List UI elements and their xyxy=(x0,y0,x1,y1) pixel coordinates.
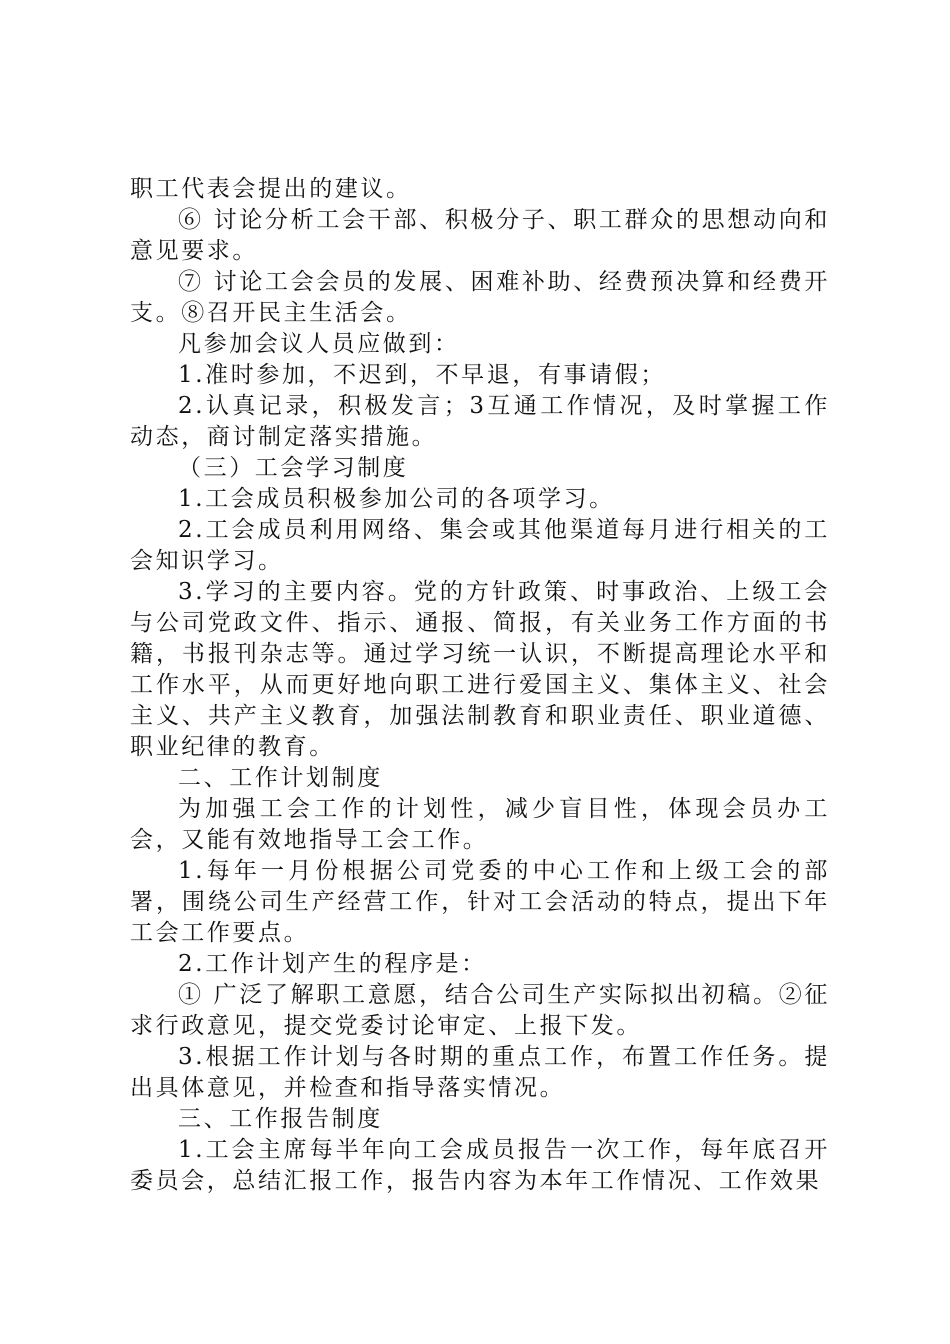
paragraph: 职工代表会提出的建议。 xyxy=(130,176,412,202)
paragraph: ⑥ 讨论分析工会干部、积极分子、职工群众的思想动向和意见要求。 xyxy=(130,207,830,264)
list-item: 3.学习的主要内容。党的方针政策、时事政治、上级工会与公司党政文件、指示、通报、简报，有关业务工作方面的书籍，书报刊杂志等。通过学习统一认识，不断提高理论水平和工作水平，从而更好地向职工进行爱国主义、集体主义、社会主义、共产主义教育，加强法制教育和职业责任、职业道德、职业纪律的教育。 xyxy=(130,579,830,760)
section-heading: （三）工会学习制度 xyxy=(178,455,409,481)
document-body xyxy=(130,174,830,1197)
list-item: 2.工作计划产生的程序是： xyxy=(178,951,487,977)
list-item: 1.工会成员积极参加公司的各项学习。 xyxy=(178,486,615,512)
list-item: 1.工会主席每半年向工会成员报告一次工作，每年底召开委员会，总结汇报工作，报告内容为本年工作情况、工作效果 xyxy=(130,1137,830,1194)
section-heading: 三、工作报告制度 xyxy=(178,1106,383,1132)
paragraph: ⑦ 讨论工会会员的发展、困难补助、经费预决算和经费开支。⑧召开民主生活会。 xyxy=(130,269,830,326)
list-item: 1.每年一月份根据公司党委的中心工作和上级工会的部署，围绕公司生产经营工作，针对工会活动的特点，提出下年工会工作要点。 xyxy=(130,858,830,946)
section-heading: 二、工作计划制度 xyxy=(178,765,383,791)
list-item: 1.准时参加，不迟到，不早退，有事请假； xyxy=(178,362,666,388)
paragraph: 凡参加会议人员应做到： xyxy=(178,331,460,357)
list-item: 2.工会成员利用网络、集会或其他渠道每月进行相关的工会知识学习。 xyxy=(130,517,830,574)
list-item: 2.认真记录，积极发言；3互通工作情况，及时掌握工作动态，商讨制定落实措施。 xyxy=(130,393,830,450)
list-item: ① 广泛了解职工意愿，结合公司生产实际拟出初稿。②征求行政意见，提交党委讨论审定、上报下发。 xyxy=(130,982,830,1039)
paragraph: 为加强工会工作的计划性，减少盲目性，体现会员办工会，又能有效地指导工会工作。 xyxy=(130,796,830,853)
list-item: 3.根据工作计划与各时期的重点工作，布置工作任务。提出具体意见，并检查和指导落实情况。 xyxy=(130,1044,830,1101)
